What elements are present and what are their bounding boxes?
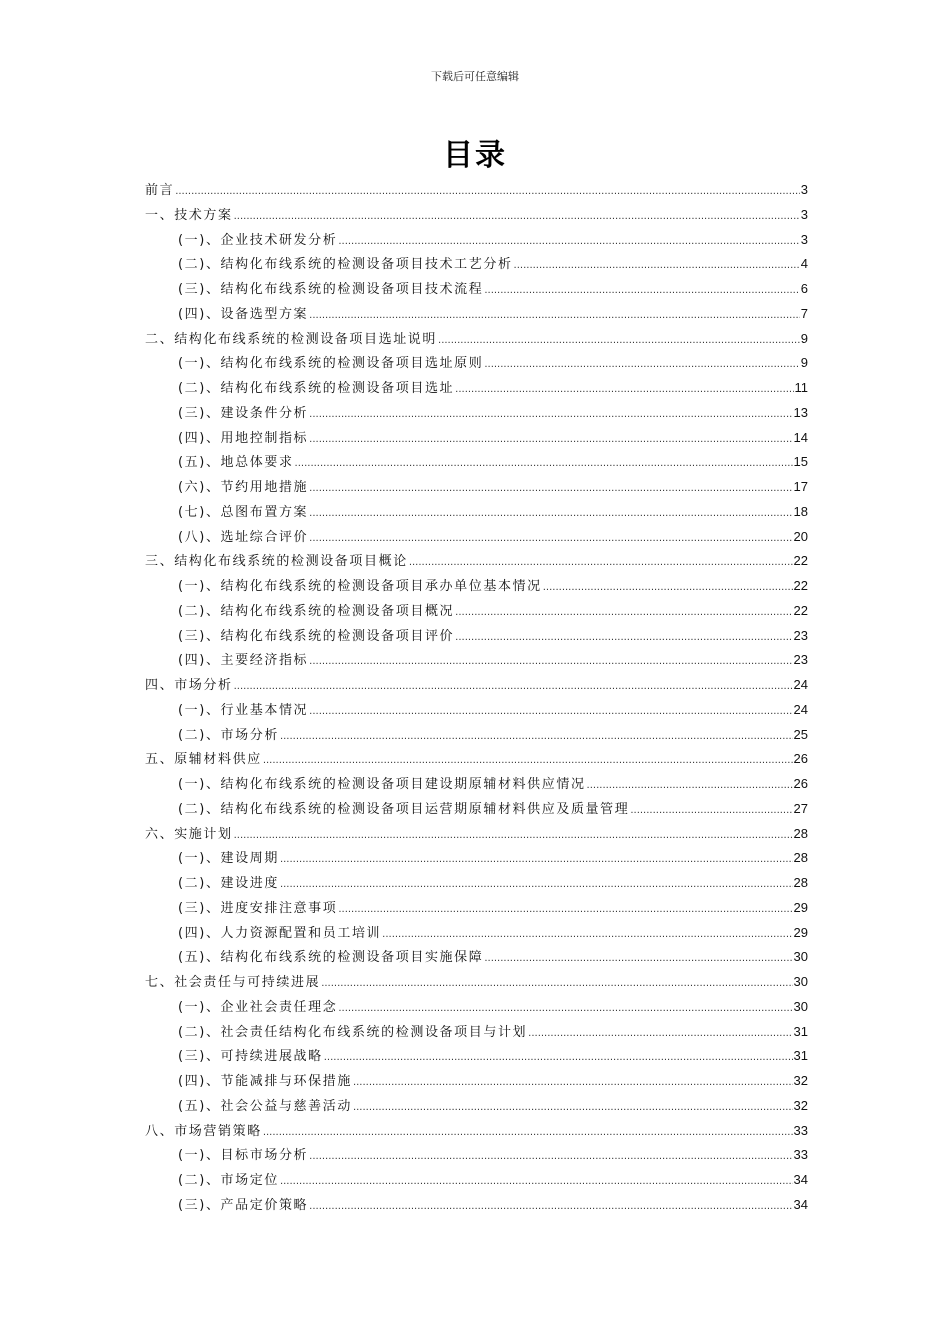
dot-leader <box>309 502 792 527</box>
toc-entry-label: (二)、结构化布线系统的检测设备项目概况 <box>178 603 455 619</box>
toc-entry[interactable] <box>145 1119 808 1144</box>
toc-entry-label: (三)、产品定价策略 <box>178 1197 309 1213</box>
toc-entry-page-number: 9 <box>800 330 808 346</box>
toc-entry-label: (一)、行业基本情况 <box>178 702 309 718</box>
toc-entry[interactable] <box>145 1168 808 1193</box>
toc-entry[interactable] <box>145 302 808 327</box>
toc-entry-label: 五、原辅材料供应 <box>145 752 262 768</box>
toc-entry-label: (五)、结构化布线系统的检测设备项目实施保障 <box>178 950 484 966</box>
toc-entry-label: (六)、节约用地措施 <box>178 480 309 495</box>
toc-entry-label: (二)、市场分析 <box>178 727 279 743</box>
toc-entry[interactable] <box>145 1143 808 1168</box>
toc-entry-label: (四)、人力资源配置和员工培训 <box>178 925 382 941</box>
toc-entry-page-number: 13 <box>793 404 808 420</box>
dot-leader <box>438 329 800 354</box>
toc-entry-label: (四)、设备选型方案 <box>178 306 309 322</box>
toc-entry-page-number: 25 <box>793 726 808 742</box>
toc-entry[interactable] <box>145 401 808 426</box>
toc-entry-label: (二)、结构化布线系统的检测设备项目选址 <box>178 381 455 396</box>
toc-entry[interactable] <box>145 995 808 1020</box>
toc-entry[interactable] <box>145 599 808 624</box>
toc-entry-page-number: 30 <box>793 974 808 989</box>
dot-leader <box>587 774 793 799</box>
toc-entry[interactable] <box>145 252 808 277</box>
toc-entry-page-number: 15 <box>793 454 808 470</box>
toc-entry-page-number: 33 <box>793 1122 808 1138</box>
toc-entry[interactable] <box>145 797 808 822</box>
toc-entry-label: (一)、目标市场分析 <box>178 1148 309 1164</box>
toc-entry-page-number: 24 <box>793 701 808 717</box>
toc-entry-page-number: 31 <box>793 1048 808 1064</box>
toc-entry-page-number: 28 <box>793 875 808 890</box>
toc-entry[interactable] <box>145 376 808 401</box>
dot-leader <box>484 947 792 972</box>
toc-entry-label: 前言 <box>145 183 175 198</box>
toc-entry-page-number: 29 <box>793 924 808 940</box>
toc-entry-label: (一)、结构化布线系统的检测设备项目建设期原辅材料供应情况 <box>178 777 586 792</box>
dot-leader <box>353 1071 793 1096</box>
toc-entry-page-number: 24 <box>793 677 808 692</box>
toc-entry-page-number: 6 <box>800 281 808 296</box>
toc-entry-page-number: 26 <box>793 776 808 791</box>
toc-entry-page-number: 28 <box>793 825 808 841</box>
dot-leader <box>324 1046 793 1071</box>
toc-entry[interactable] <box>145 624 808 649</box>
toc-entry-page-number: 32 <box>793 1073 808 1088</box>
toc-entry-label: (三)、建设条件分析 <box>178 405 309 421</box>
dot-leader <box>338 997 792 1022</box>
toc-entry[interactable] <box>145 772 808 797</box>
table-of-contents <box>145 178 808 1218</box>
toc-entry-label: (五)、社会公益与慈善活动 <box>178 1098 352 1114</box>
toc-entry-page-number: 23 <box>793 627 808 643</box>
toc-entry[interactable] <box>145 228 808 253</box>
header-note: 下载后可任意编辑 <box>431 70 519 83</box>
dot-leader <box>338 230 799 255</box>
toc-entry-label: (二)、建设进度 <box>178 876 279 891</box>
dot-leader <box>263 1121 793 1146</box>
toc-entry[interactable] <box>145 277 808 302</box>
toc-entry[interactable] <box>145 178 808 203</box>
toc-entry-label: 三、结构化布线系统的检测设备项目概论 <box>145 554 408 570</box>
dot-leader <box>309 304 800 329</box>
toc-entry-label: 七、社会责任与可持续进展 <box>145 975 321 990</box>
toc-entry[interactable] <box>145 549 808 574</box>
dot-leader <box>543 576 793 601</box>
toc-entry-label: (一)、企业技术研发分析 <box>178 232 338 248</box>
toc-entry[interactable] <box>145 921 808 946</box>
toc-entry[interactable] <box>145 846 808 871</box>
dot-leader <box>484 279 799 304</box>
dot-leader <box>309 1195 792 1220</box>
toc-entry-page-number: 11 <box>794 380 808 395</box>
toc-entry-page-number: 31 <box>793 1023 808 1039</box>
toc-entry-page-number: 20 <box>793 528 808 544</box>
dot-leader <box>353 1096 793 1121</box>
toc-entry-label: (一)、结构化布线系统的检测设备项目承办单位基本情况 <box>178 579 542 594</box>
toc-entry-page-number: 34 <box>793 1196 808 1212</box>
toc-entry[interactable] <box>145 1094 808 1119</box>
toc-entry-label: (七)、总图布置方案 <box>178 504 309 520</box>
toc-entry-label: (三)、可持续进展战略 <box>178 1049 323 1065</box>
dot-leader <box>514 254 800 279</box>
dot-leader <box>382 923 792 948</box>
toc-entry[interactable] <box>145 970 808 995</box>
toc-entry[interactable] <box>145 1193 808 1218</box>
toc-entry-label: (三)、结构化布线系统的检测设备项目技术流程 <box>178 282 484 297</box>
toc-entry-page-number: 29 <box>793 899 808 915</box>
dot-leader <box>309 477 792 502</box>
toc-entry-page-number: 28 <box>793 850 808 866</box>
toc-entry[interactable] <box>145 1020 808 1045</box>
toc-entry-label: (一)、建设周期 <box>178 851 279 867</box>
dot-leader <box>280 1170 793 1195</box>
dot-leader <box>309 527 792 552</box>
dot-leader <box>234 824 793 849</box>
toc-entry-page-number: 22 <box>793 553 808 569</box>
dot-leader <box>484 353 799 378</box>
toc-entry-label: (一)、企业社会责任理念 <box>178 999 338 1015</box>
toc-entry[interactable] <box>145 351 808 376</box>
dot-leader <box>280 873 793 898</box>
toc-entry-page-number: 27 <box>793 800 808 816</box>
toc-entry[interactable] <box>145 426 808 451</box>
toc-entry-page-number: 22 <box>793 578 808 593</box>
toc-entry-page-number: 22 <box>793 602 808 618</box>
toc-entry[interactable] <box>145 1044 808 1069</box>
toc-entry[interactable] <box>145 871 808 896</box>
toc-entry-label: (二)、结构化布线系统的检测设备项目运营期原辅材料供应及质量管理 <box>178 801 630 817</box>
toc-entry[interactable] <box>145 203 808 228</box>
toc-entry-page-number: 17 <box>793 479 808 494</box>
toc-entry-label: (三)、结构化布线系统的检测设备项目评价 <box>178 628 455 644</box>
toc-entry-label: (二)、市场定位 <box>178 1173 279 1188</box>
toc-entry[interactable] <box>145 500 808 525</box>
toc-entry-page-number: 26 <box>793 751 808 767</box>
toc-entry-label: (四)、用地控制指标 <box>178 430 309 446</box>
toc-entry-label: 二、结构化布线系统的检测设备项目选址说明 <box>145 331 438 347</box>
toc-entry[interactable] <box>145 747 808 772</box>
toc-entry-page-number: 3 <box>800 206 808 222</box>
toc-entry-page-number: 32 <box>793 1097 808 1113</box>
toc-entry-page-number: 34 <box>793 1172 808 1187</box>
toc-entry-page-number: 3 <box>800 182 808 197</box>
dot-leader <box>455 378 793 403</box>
toc-entry[interactable] <box>145 896 808 921</box>
dot-leader <box>234 205 800 230</box>
dot-leader <box>528 1022 792 1047</box>
toc-entry-label: 四、市场分析 <box>145 678 233 693</box>
toc-entry[interactable] <box>145 822 808 847</box>
toc-entry-label: (二)、结构化布线系统的检测设备项目技术工艺分析 <box>178 257 513 273</box>
toc-entry[interactable] <box>145 648 808 673</box>
toc-entry[interactable] <box>145 450 808 475</box>
toc-title: 目录 <box>443 138 507 173</box>
dot-leader <box>309 650 792 675</box>
toc-entry-label: (八)、选址综合评价 <box>178 529 309 545</box>
toc-entry-label: (一)、结构化布线系统的检测设备项目选址原则 <box>178 356 484 372</box>
toc-entry-label: 八、市场营销策略 <box>145 1123 262 1139</box>
toc-entry[interactable] <box>145 698 808 723</box>
dot-leader <box>409 551 793 576</box>
toc-entry-label: (四)、节能减排与环保措施 <box>178 1074 352 1089</box>
dot-leader <box>263 749 793 774</box>
toc-entry[interactable] <box>145 574 808 599</box>
toc-entry-label: 一、技术方案 <box>145 207 233 223</box>
dot-leader <box>309 700 792 725</box>
toc-entry[interactable] <box>145 475 808 500</box>
dot-leader <box>455 626 792 651</box>
dot-leader <box>295 452 793 477</box>
dot-leader <box>321 972 792 997</box>
toc-entry-label: (四)、主要经济指标 <box>178 653 309 669</box>
toc-entry-label: (五)、地总体要求 <box>178 455 294 471</box>
dot-leader <box>280 848 793 873</box>
toc-entry[interactable] <box>145 327 808 352</box>
toc-entry[interactable] <box>145 525 808 550</box>
toc-entry-label: (二)、社会责任结构化布线系统的检测设备项目与计划 <box>178 1024 528 1040</box>
toc-entry[interactable] <box>145 945 808 970</box>
toc-entry-page-number: 33 <box>793 1147 808 1163</box>
toc-entry[interactable] <box>145 1069 808 1094</box>
toc-entry[interactable] <box>145 673 808 698</box>
dot-leader <box>280 725 793 750</box>
toc-entry-page-number: 30 <box>793 949 808 965</box>
toc-entry-page-number: 14 <box>793 429 808 445</box>
dot-leader <box>234 675 793 700</box>
toc-entry-page-number: 3 <box>800 231 808 247</box>
dot-leader <box>338 898 792 923</box>
dot-leader <box>309 428 792 453</box>
toc-entry-page-number: 7 <box>800 305 808 321</box>
dot-leader <box>455 601 792 626</box>
dot-leader <box>309 1145 792 1170</box>
toc-entry-page-number: 4 <box>800 256 808 272</box>
toc-entry-label: (三)、进度安排注意事项 <box>178 900 338 916</box>
toc-entry-page-number: 23 <box>793 652 808 668</box>
dot-leader <box>630 799 792 824</box>
dot-leader <box>175 180 800 205</box>
toc-entry-page-number: 18 <box>793 503 808 519</box>
dot-leader <box>309 403 792 428</box>
toc-entry[interactable] <box>145 723 808 748</box>
toc-entry-page-number: 30 <box>793 998 808 1014</box>
toc-entry-label: 六、实施计划 <box>145 826 233 842</box>
toc-entry-page-number: 9 <box>800 355 808 371</box>
